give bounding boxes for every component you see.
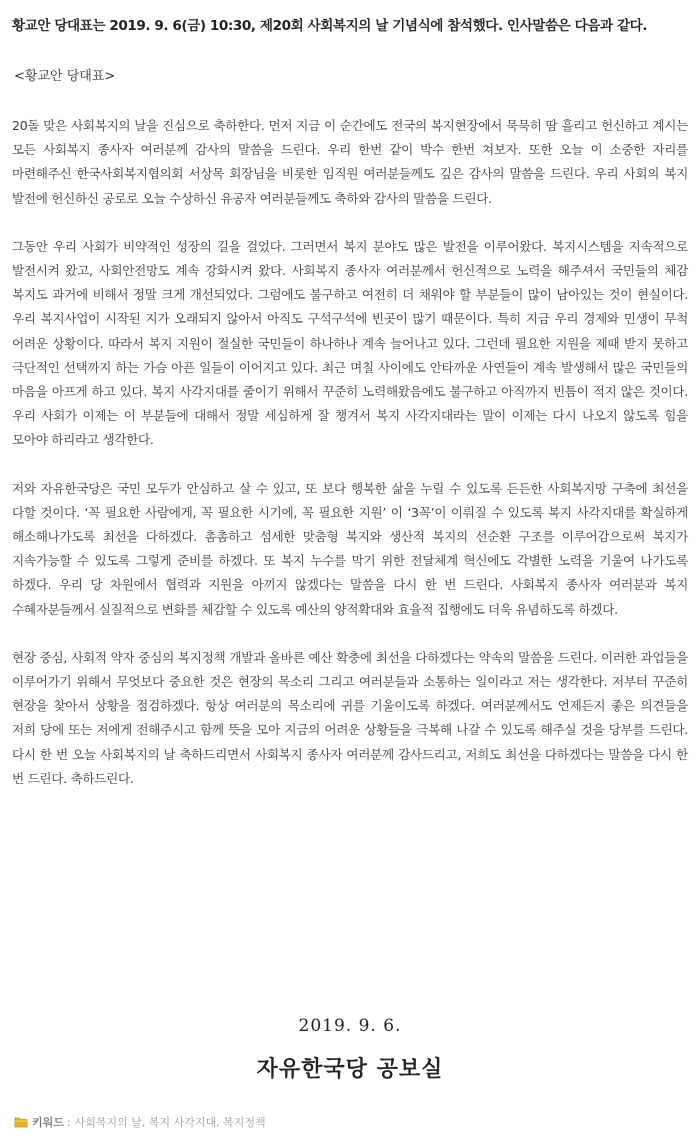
lead-sentence: 황교안 당대표는 2019. 9. 6(금) 10:30, 제20회 사회복지의 날 기념식에 참석했다. 인사말씀은 다음과 같다. (12, 18, 648, 34)
paragraph: 현장 중심, 사회적 약자 중심의 복지정책 개발과 올바른 예산 확충에 최선을 다하겠다는 약속의 말씀을 드린다. 이러한 과업들을 이루어가기 위해서 무엇보다 중요한 것은 현장의 목소리 그리고 여러분들과 소통하는 일이라고 저는 생각한다. 저부터 꾸준히 현장을 찾아서 상황을 점검하겠다. 항상 여러분의 목소리에 귀를 기울이도록 하겠다. 여러분께서도 언제든지 좋은 의견들을 저희 당에 또는 저에게 전해주시고 함께 뜻을 모아 지금의 어려운 상황들을 극복해 나갈 수 있도록 해주실 것을 당부를 드린다. 다시 한 번 오늘 사회복지의 날 축하드리면서 사회복지 종사자 여러분께 감사드리고, 저희도 최선을 다하겠다는 말씀을 다시 한 번 드린다. 축하드린다. (12, 649, 688, 786)
keywords-separator: : (66, 1115, 71, 1129)
keywords-label: 키워드 (32, 1116, 64, 1129)
folder-tag-icon (14, 1116, 28, 1128)
paragraph: 20돌 맞은 사회복지의 날을 진심으로 축하한다. 먼저 지금 이 순간에도 전국의 복지현장에서 묵묵히 땀 흘리고 헌신하고 계시는 모든 사회복지 종사자 여러분께 감사의 말씀을 드린다. 우리 한번 같이 박수 한번 쳐보자. 또한 오늘 이 소중한 자리를 마련해주신 한국사회복지협의회 서상목 회장님을 비롯한 임직원 여러분들께도 깊은 감사의 말씀을 드린다. 우리 사회의 복지 발전에 헌신하신 공로로 오늘 수상하신 유공자 여러분들께도 축하와 감사의 말씀을 드린다. (12, 118, 688, 206)
release-date: 2019. 9. 6. (298, 1016, 402, 1036)
issuer-name: 자유한국당 공보실 (256, 1057, 444, 1082)
keywords-text[interactable]: 사회복지의 날, 복지 사각지대, 복지정책 (74, 1116, 266, 1129)
keywords-row (14, 1114, 266, 1130)
speech-body (12, 114, 688, 815)
paragraph: 그동안 우리 사회가 비약적인 성장의 길을 걸었다. 그러면서 복지 분야도 많은 발전을 이루어왔다. 복지시스템을 지속적으로 발전시켜 왔고, 사회안전망도 계속 강화시켜 왔다. 사회복지 종사자 여러분께서 헌신적으로 노력을 해주셔서 국민들의 체감 복지도 과거에 비해서 정말 크게 개선되었다. 그럼에도 불구하고 여전히 더 채워야 할 부분들이 많이 남아있는 것이 현실이다. 우리 복지사업이 시작된 지가 오래되지 않아서 아직도 구석구석에 빈곳이 많기 때문이다. 특히 지금 우리 경제와 민생이 무척 어려운 상황이다. 따라서 복지 지원이 절실한 국민들이 하나하나 계속 늘어나고 있다. 그런데 필요한 지원을 제때 받지 못하고 극단적인 선택까지 하는 가슴 아픈 일들이 이어지고 있다. 최근 며칠 사이에도 안타까운 사연들이 계속 발생해서 많은 국민들의 마음을 아프게 하고 있다. 복지 사각지대를 줄이기 위해서 꾸준히 노력해왔음에도 불구하고 아직까지 빈틈이 적지 않은 것이다. 우리 사회가 이제는 이 부분들에 대해서 정말 세심하게 잘 챙겨서 복지 사각지대라는 말이 이제는 다시 나오지 않도록 힘을 모아야 하리라고 생각한다. (12, 238, 688, 448)
paragraph: 저와 자유한국당은 국민 모두가 안심하고 살 수 있고, 또 보다 행복한 삶을 누릴 수 있도록 든든한 사회복지망 구축에 최선을 다할 것이다. ‘꼭 필요한 사람에게, 꼭 필요한 시기에, 꼭 필요한 지원’ 이 ‘3꼭’이 이뤄질 수 있도록 복지 사각지대를 확실하게 해소해나가도록 최선을 다하겠다. 촘촘하고 섬세한 맞춤형 복지와 생산적 복지의 선순환 구조를 이루어감으로써 복지가 지속가능할 수 있도록 그렇게 준비를 하겠다. 또 복지 누수를 막기 위한 전달체계 혁신에도 각별한 노력을 기울여 나가도록 하겠다. 우리 당 차원에서 협력과 지원을 아끼지 않겠다는 말씀을 다시 한 번 드린다. 사회복지 종사자 여러분과 복지 수혜자분들께서 실질적으로 변화를 체감할 수 있도록 예산의 양적확대와 효율적 집행에도 더욱 유념하도록 하겠다. (12, 480, 688, 617)
speaker-label: <황교안 당대표> (14, 69, 116, 84)
